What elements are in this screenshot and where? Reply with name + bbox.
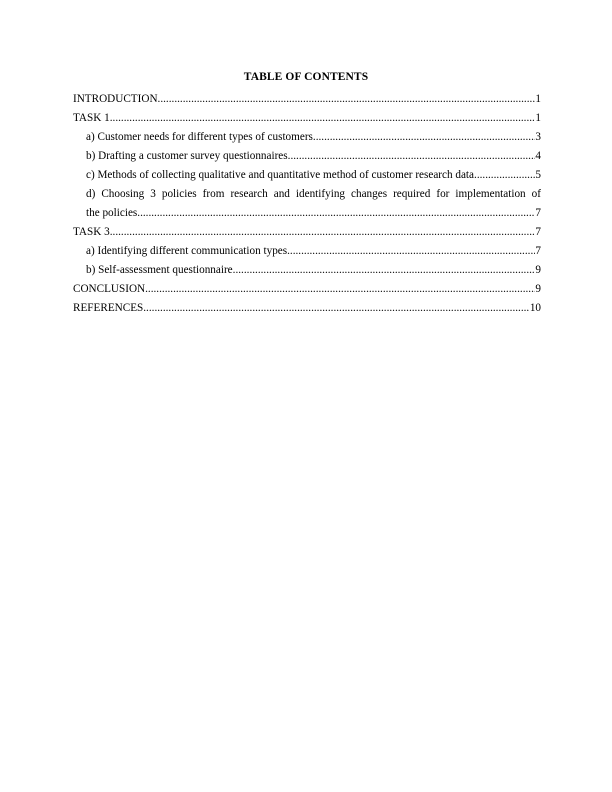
- toc-entry-label: b) Drafting a customer survey questionnaires: [86, 150, 288, 162]
- toc-entry-label: REFERENCES: [73, 302, 144, 314]
- toc-entry-task-1a[interactable]: [73, 128, 541, 147]
- toc-leader-dots: [110, 223, 536, 242]
- toc-page-number: 4: [535, 150, 541, 162]
- toc-page-number: 9: [535, 283, 541, 295]
- toc-page-number: 3: [535, 131, 541, 143]
- toc-entry-task-1b[interactable]: [73, 147, 541, 166]
- toc-entry-label: CONCLUSION: [73, 283, 146, 295]
- toc-entry-label: the policies: [86, 207, 138, 219]
- toc-page-number: 5: [535, 169, 541, 181]
- toc-entry-task-3[interactable]: [73, 223, 541, 242]
- toc-page-number: 1: [535, 112, 541, 124]
- toc-entry-label: a) Customer needs for different types of customers: [86, 131, 313, 143]
- toc-page-number: 1: [535, 93, 541, 105]
- toc-leader-dots: [110, 109, 536, 128]
- toc-entry-task-1d-line2[interactable]: [73, 204, 541, 223]
- toc-leader-dots: [313, 128, 536, 147]
- toc-entry-task-3b[interactable]: [73, 261, 541, 280]
- toc-leader-dots: [137, 204, 535, 223]
- toc-entry-task-1c[interactable]: [73, 166, 541, 185]
- toc-entry-label: TASK 1: [73, 112, 110, 124]
- toc-leader-dots: [287, 242, 535, 261]
- toc-entry-label: INTRODUCTION: [73, 93, 158, 105]
- toc-page-number: 7: [535, 226, 541, 238]
- toc-page-number: 10: [529, 302, 541, 314]
- toc-entry-label: b) Self-assessment questionnaire: [86, 264, 233, 276]
- toc-entry-references[interactable]: [73, 299, 541, 318]
- toc-entry-task-1d-line1[interactable]: [73, 185, 541, 204]
- toc-entry-task-3a[interactable]: [73, 242, 541, 261]
- toc-title: TABLE OF CONTENTS: [243, 71, 369, 83]
- toc-leader-dots: [158, 90, 536, 109]
- toc-entry-label: a) Identifying different communication types: [86, 245, 288, 257]
- toc-entry-introduction[interactable]: [73, 90, 541, 109]
- toc-leader-dots: [233, 261, 536, 280]
- toc-entry-task-1[interactable]: [73, 109, 541, 128]
- toc-list: [73, 90, 541, 318]
- toc-leader-dots: [143, 299, 530, 318]
- toc-entry-label: TASK 3: [73, 226, 110, 238]
- toc-leader-dots: [477, 166, 536, 185]
- toc-entry-label: c) Methods of collecting qualitative and quantitative method of customer research data.: [86, 169, 477, 181]
- toc-leader-dots: [145, 280, 535, 299]
- toc-entry-label: d) Choosing 3 policies from research and identifying changes required for implementation of: [86, 188, 541, 200]
- toc-entry-conclusion[interactable]: [73, 280, 541, 299]
- toc-leader-dots: [288, 147, 536, 166]
- toc-page-number: 7: [535, 207, 541, 219]
- toc-page-number: 9: [535, 264, 541, 276]
- toc-page-number: 7: [535, 245, 541, 257]
